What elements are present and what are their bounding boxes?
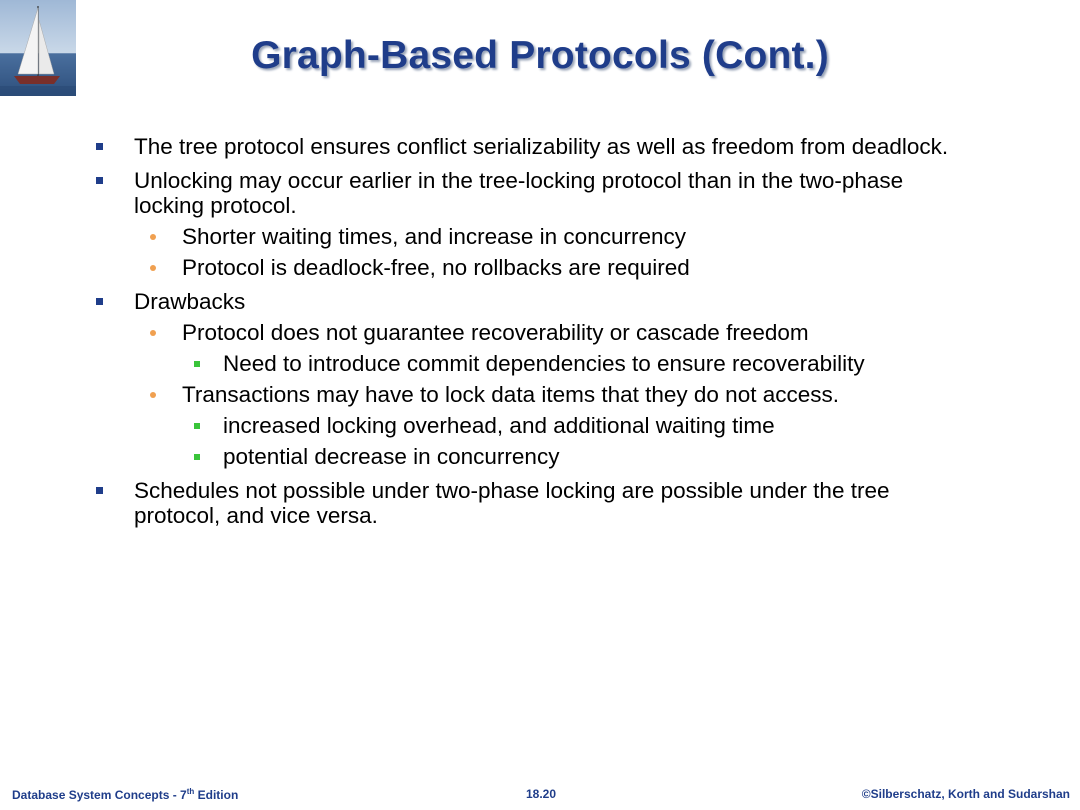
bullet-marker-icon — [150, 265, 156, 271]
bullet-text: Drawbacks — [134, 289, 246, 314]
bullet-text: potential decrease in concurrency — [223, 444, 560, 469]
bullet-item — [96, 478, 976, 528]
bullet-marker-icon — [150, 330, 156, 336]
bullet-item — [96, 255, 976, 280]
bullet-marker-icon — [194, 454, 200, 460]
bullet-text: Unlocking may occur earlier in the tree-locking protocol than in the two-phase locking protocol. — [134, 168, 904, 218]
footer-book-edition: Database System Concepts - 7th Edition — [12, 787, 239, 802]
bullet-text: Transactions may have to lock data items that they do not access. — [182, 382, 839, 407]
bullet-marker-icon — [150, 234, 156, 240]
bullet-text: Schedules not possible under two-phase locking are possible under the tree protocol, and vice versa. — [134, 478, 890, 528]
bullet-text: increased locking overhead, and additional waiting time — [223, 413, 775, 438]
bullet-item — [96, 382, 976, 407]
bullet-item — [96, 134, 976, 159]
bullet-item — [96, 289, 976, 314]
bullet-text: The tree protocol ensures conflict serializability as well as freedom from deadlock. — [134, 134, 949, 159]
bullet-text: Shorter waiting times, and increase in concurrency — [182, 224, 686, 249]
bullet-marker-icon — [96, 177, 103, 184]
bullet-text: Need to introduce commit dependencies to ensure recoverability — [223, 351, 865, 376]
bullet-item — [96, 320, 976, 345]
bullet-item — [96, 351, 976, 376]
bullet-item — [96, 444, 976, 469]
bullet-item — [96, 413, 976, 438]
bullet-marker-icon — [96, 487, 103, 494]
slide-title: Graph-Based Protocols (Cont.) — [251, 34, 829, 77]
footer-copyright: ©Silberschatz, Korth and Sudarshan — [861, 787, 1070, 801]
bullet-text: Protocol is deadlock-free, no rollbacks are required — [182, 255, 690, 280]
bullet-item — [96, 168, 976, 218]
bullet-text: Protocol does not guarantee recoverability or cascade freedom — [182, 320, 809, 345]
bullet-list — [96, 134, 976, 528]
bullet-marker-icon — [96, 298, 103, 305]
bullet-marker-icon — [150, 392, 156, 398]
bullet-marker-icon — [194, 423, 200, 429]
footer-page-number: 18.20 — [526, 787, 557, 801]
bullet-marker-icon — [96, 143, 103, 150]
bullet-item — [96, 224, 976, 249]
bullet-marker-icon — [194, 361, 200, 367]
